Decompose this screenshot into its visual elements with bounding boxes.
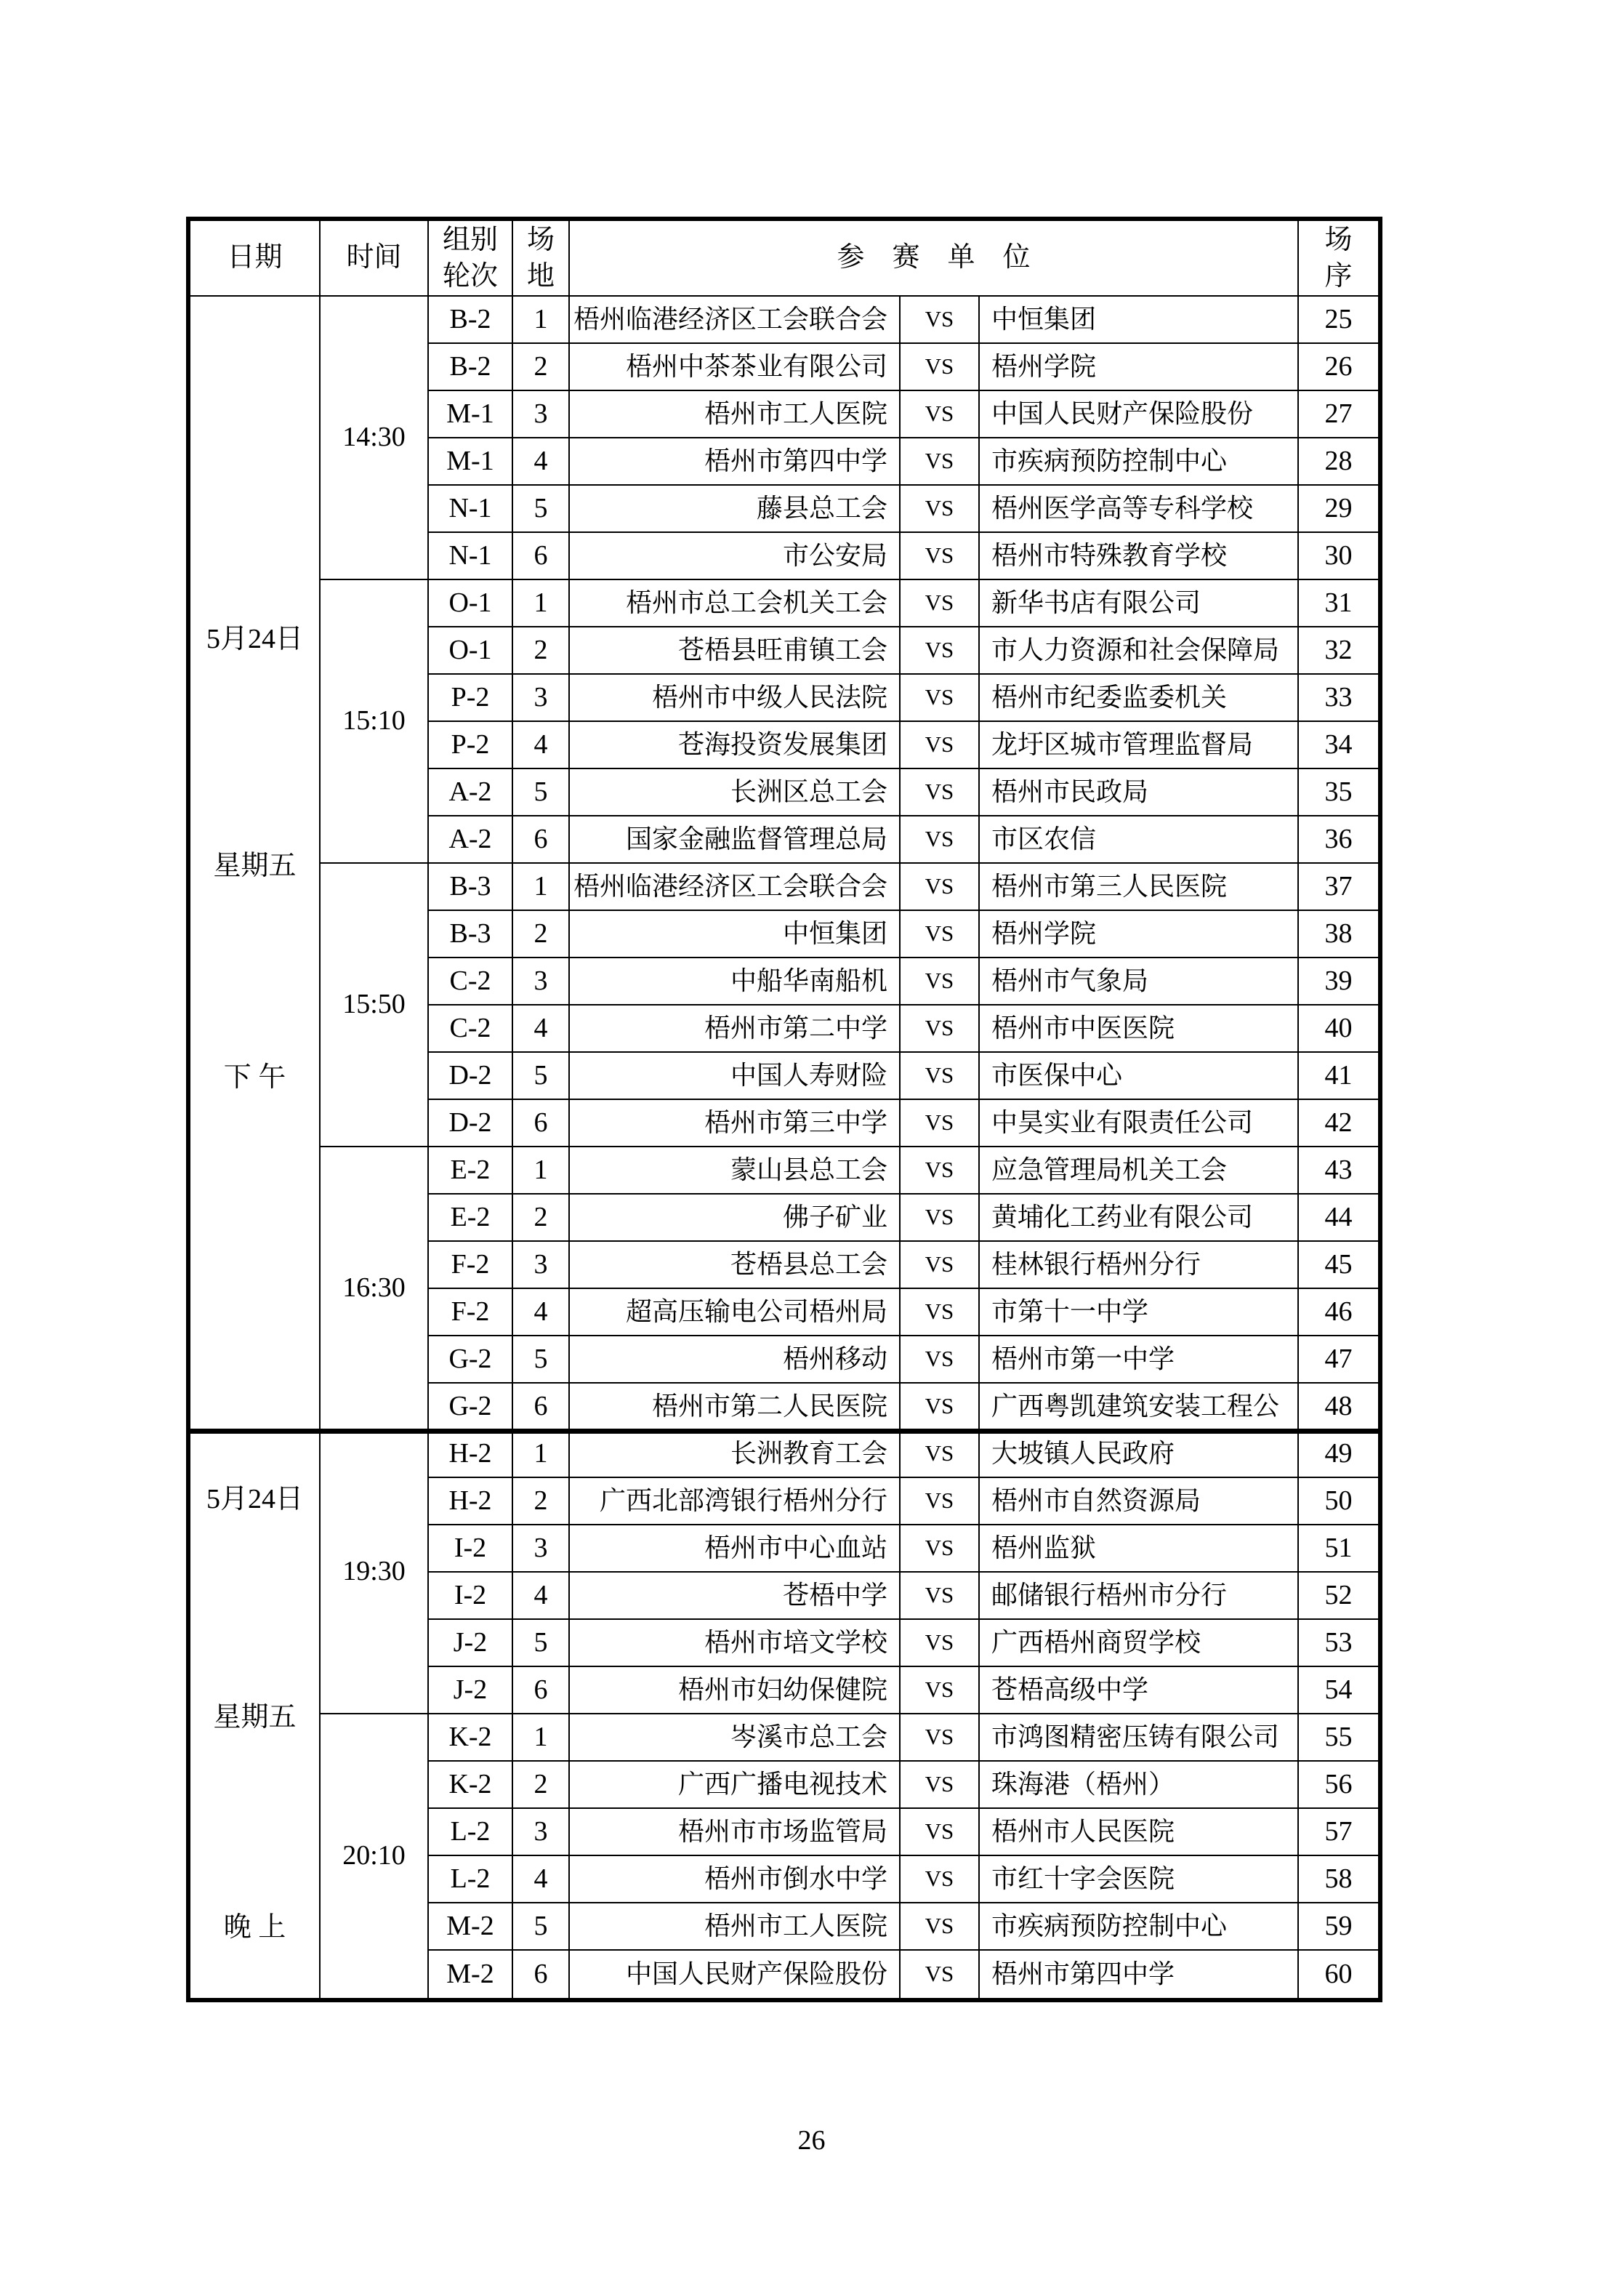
order-cell: 50: [1299, 1478, 1378, 1525]
time-cell: 14:30: [321, 297, 429, 580]
venue-cell: 1: [513, 864, 570, 911]
team2-cell: 梧州市人民医院: [980, 1809, 1299, 1856]
team1-cell: 梧州市总工会机关工会: [570, 580, 901, 627]
group-cell: G-2: [429, 1384, 513, 1431]
venue-cell: 1: [513, 1147, 570, 1195]
team2-cell: 市人力资源和社会保障局: [980, 627, 1299, 675]
header-venue-line1: 场: [526, 225, 555, 255]
team2-cell: 梧州市第三人民医院: [980, 864, 1299, 911]
venue-cell: 3: [513, 1242, 570, 1289]
period-line: 晚 上: [223, 1912, 286, 1943]
vs-label: VS: [901, 1525, 980, 1573]
order-cell: 42: [1299, 1100, 1378, 1147]
order-cell: 28: [1299, 438, 1378, 486]
team2-cell: 市区农信: [980, 816, 1299, 864]
order-cell: 25: [1299, 297, 1378, 344]
order-cell: 37: [1299, 864, 1378, 911]
order-cell: 40: [1299, 1005, 1378, 1053]
group-cell: B-2: [429, 344, 513, 391]
team1-cell: 中恒集团: [570, 911, 901, 958]
venue-cell: 3: [513, 1525, 570, 1573]
team1-cell: 梧州市第四中学: [570, 438, 901, 486]
order-cell: 41: [1299, 1053, 1378, 1100]
order-cell: 43: [1299, 1147, 1378, 1195]
group-cell: M-1: [429, 391, 513, 438]
team2-cell: 梧州市民政局: [980, 769, 1299, 816]
group-cell: J-2: [429, 1667, 513, 1714]
vs-label: VS: [901, 958, 980, 1005]
time-cell: 20:10: [321, 1714, 429, 1998]
team1-cell: 梧州市市场监管局: [570, 1809, 901, 1856]
venue-cell: 3: [513, 391, 570, 438]
order-cell: 38: [1299, 911, 1378, 958]
group-cell: M-2: [429, 1951, 513, 1998]
team2-cell: 苍梧高级中学: [980, 1667, 1299, 1714]
team2-cell: 黄埔化工药业有限公司: [980, 1195, 1299, 1242]
team1-cell: 藤县总工会: [570, 486, 901, 533]
header-order-line2: 序: [1324, 261, 1353, 292]
group-cell: K-2: [429, 1762, 513, 1809]
team1-cell: 中国人寿财险: [570, 1053, 901, 1100]
group-cell: M-2: [429, 1903, 513, 1951]
vs-label: VS: [901, 1620, 980, 1667]
team2-cell: 邮储银行梧州市分行: [980, 1573, 1299, 1620]
venue-cell: 1: [513, 1431, 570, 1478]
group-cell: F-2: [429, 1289, 513, 1336]
team2-cell: 广西粤凯建筑安装工程公: [980, 1384, 1299, 1431]
header-venue: [513, 221, 570, 297]
team2-cell: 中国人民财产保险股份: [980, 391, 1299, 438]
vs-label: VS: [901, 438, 980, 486]
order-cell: 32: [1299, 627, 1378, 675]
venue-cell: 5: [513, 769, 570, 816]
group-cell: E-2: [429, 1147, 513, 1195]
group-cell: B-3: [429, 864, 513, 911]
vs-label: VS: [901, 1431, 980, 1478]
group-cell: A-2: [429, 816, 513, 864]
order-cell: 56: [1299, 1762, 1378, 1809]
venue-cell: 5: [513, 1053, 570, 1100]
order-cell: 57: [1299, 1809, 1378, 1856]
team1-cell: 佛子矿业: [570, 1195, 901, 1242]
team1-cell: 梧州市中心血站: [570, 1525, 901, 1573]
venue-cell: 2: [513, 627, 570, 675]
order-cell: 35: [1299, 769, 1378, 816]
vs-label: VS: [901, 864, 980, 911]
group-cell: O-1: [429, 580, 513, 627]
vs-label: VS: [901, 1100, 980, 1147]
vs-label: VS: [901, 816, 980, 864]
order-cell: 46: [1299, 1289, 1378, 1336]
group-cell: C-2: [429, 1005, 513, 1053]
team2-cell: 梧州医学高等专科学校: [980, 486, 1299, 533]
header-group-line2: 轮次: [442, 261, 498, 292]
team1-cell: 国家金融监督管理总局: [570, 816, 901, 864]
vs-label: VS: [901, 1384, 980, 1431]
venue-cell: 4: [513, 1005, 570, 1053]
header-group-round: [429, 221, 513, 297]
venue-cell: 3: [513, 1809, 570, 1856]
team1-cell: 梧州市培文学校: [570, 1620, 901, 1667]
header-order: [1299, 221, 1378, 297]
group-cell: A-2: [429, 769, 513, 816]
venue-cell: 2: [513, 1195, 570, 1242]
team2-cell: 桂林银行梧州分行: [980, 1242, 1299, 1289]
group-cell: J-2: [429, 1620, 513, 1667]
team2-cell: 中昊实业有限责任公司: [980, 1100, 1299, 1147]
team1-cell: 苍梧中学: [570, 1573, 901, 1620]
order-cell: 48: [1299, 1384, 1378, 1431]
venue-cell: 6: [513, 1951, 570, 1998]
order-cell: 36: [1299, 816, 1378, 864]
order-cell: 45: [1299, 1242, 1378, 1289]
group-cell: M-1: [429, 438, 513, 486]
vs-label: VS: [901, 1336, 980, 1384]
vs-label: VS: [901, 1242, 980, 1289]
schedule-table: [186, 217, 1382, 2002]
order-cell: 31: [1299, 580, 1378, 627]
group-cell: K-2: [429, 1714, 513, 1762]
order-cell: 52: [1299, 1573, 1378, 1620]
team1-cell: 苍海投资发展集团: [570, 722, 901, 769]
team2-cell: 广西梧州商贸学校: [980, 1620, 1299, 1667]
order-cell: 39: [1299, 958, 1378, 1005]
header-time: 时间: [321, 221, 429, 297]
team1-cell: 长洲教育工会: [570, 1431, 901, 1478]
section-divider: [190, 1429, 1378, 1434]
vs-label: VS: [901, 1714, 980, 1762]
venue-cell: 1: [513, 1714, 570, 1762]
team1-cell: 市公安局: [570, 533, 901, 580]
team2-cell: 市鸿图精密压铸有限公司: [980, 1714, 1299, 1762]
team1-cell: 梧州市第三中学: [570, 1100, 901, 1147]
order-cell: 44: [1299, 1195, 1378, 1242]
team2-cell: 梧州市气象局: [980, 958, 1299, 1005]
team1-cell: 岑溪市总工会: [570, 1714, 901, 1762]
order-cell: 59: [1299, 1903, 1378, 1951]
order-cell: 54: [1299, 1667, 1378, 1714]
group-cell: B-2: [429, 297, 513, 344]
group-cell: P-2: [429, 675, 513, 722]
team1-cell: 梧州临港经济区工会联合会: [570, 864, 901, 911]
vs-label: VS: [901, 1005, 980, 1053]
venue-cell: 6: [513, 1384, 570, 1431]
vs-label: VS: [901, 769, 980, 816]
period-line: 下 午: [223, 1062, 286, 1093]
vs-label: VS: [901, 1053, 980, 1100]
team2-cell: 梧州学院: [980, 911, 1299, 958]
header-venue-line2: 地: [526, 261, 555, 292]
vs-label: VS: [901, 675, 980, 722]
team2-cell: 梧州市第一中学: [980, 1336, 1299, 1384]
order-cell: 49: [1299, 1431, 1378, 1478]
order-cell: 51: [1299, 1525, 1378, 1573]
team1-cell: 梧州临港经济区工会联合会: [570, 297, 901, 344]
group-cell: B-3: [429, 911, 513, 958]
time-cell: 15:50: [321, 864, 429, 1147]
group-cell: N-1: [429, 486, 513, 533]
order-cell: 29: [1299, 486, 1378, 533]
team2-cell: 梧州市第四中学: [980, 1951, 1299, 1998]
team1-cell: 苍梧县总工会: [570, 1242, 901, 1289]
venue-cell: 5: [513, 1620, 570, 1667]
date-line: 5月24日: [206, 1484, 303, 1515]
group-cell: C-2: [429, 958, 513, 1005]
order-cell: 53: [1299, 1620, 1378, 1667]
weekday-line: 星期五: [213, 1701, 297, 1733]
team2-cell: 梧州市中医医院: [980, 1005, 1299, 1053]
vs-label: VS: [901, 1478, 980, 1525]
venue-cell: 2: [513, 1478, 570, 1525]
team1-cell: 梧州市工人医院: [570, 391, 901, 438]
venue-cell: 2: [513, 911, 570, 958]
group-cell: E-2: [429, 1195, 513, 1242]
team1-cell: 广西北部湾银行梧州分行: [570, 1478, 901, 1525]
venue-cell: 6: [513, 816, 570, 864]
vs-label: VS: [901, 486, 980, 533]
vs-label: VS: [901, 1762, 980, 1809]
group-cell: N-1: [429, 533, 513, 580]
vs-label: VS: [901, 722, 980, 769]
venue-cell: 4: [513, 722, 570, 769]
order-cell: 47: [1299, 1336, 1378, 1384]
team2-cell: 市红十字会医院: [980, 1856, 1299, 1903]
vs-label: VS: [901, 1951, 980, 1998]
group-cell: O-1: [429, 627, 513, 675]
team1-cell: 梧州市中级人民法院: [570, 675, 901, 722]
vs-label: VS: [901, 1903, 980, 1951]
header-group-line1: 组别: [442, 225, 498, 255]
team2-cell: 应急管理局机关工会: [980, 1147, 1299, 1195]
header-teams: 参赛单位: [570, 221, 1299, 297]
venue-cell: 3: [513, 675, 570, 722]
vs-label: VS: [901, 1809, 980, 1856]
group-cell: H-2: [429, 1478, 513, 1525]
venue-cell: 3: [513, 958, 570, 1005]
team1-cell: 苍梧县旺甫镇工会: [570, 627, 901, 675]
date-cell: [190, 1431, 321, 1998]
team1-cell: 梧州移动: [570, 1336, 901, 1384]
order-cell: 34: [1299, 722, 1378, 769]
team2-cell: 梧州市纪委监委机关: [980, 675, 1299, 722]
team2-cell: 市疾病预防控制中心: [980, 1903, 1299, 1951]
team1-cell: 中国人民财产保险股份: [570, 1951, 901, 1998]
order-cell: 60: [1324, 1958, 1353, 1989]
team1-cell: 梧州市妇幼保健院: [570, 1667, 901, 1714]
team2-cell: 梧州市自然资源局: [980, 1478, 1299, 1525]
team2-cell: 市疾病预防控制中心: [980, 438, 1299, 486]
venue-cell: 4: [513, 1856, 570, 1903]
venue-cell: 6: [513, 1100, 570, 1147]
venue-cell: 5: [513, 1903, 570, 1951]
order-cell: 30: [1299, 533, 1378, 580]
vs-label: VS: [901, 1667, 980, 1714]
vs-label: VS: [901, 1195, 980, 1242]
group-cell: D-2: [429, 1100, 513, 1147]
vs-label: VS: [901, 1573, 980, 1620]
team2-cell: 中恒集团: [980, 297, 1299, 344]
group-cell: D-2: [429, 1053, 513, 1100]
order-cell: 33: [1299, 675, 1378, 722]
venue-cell: 2: [513, 344, 570, 391]
vs-label: VS: [901, 1147, 980, 1195]
team2-cell: 大坡镇人民政府: [980, 1431, 1299, 1478]
venue-cell: 4: [513, 438, 570, 486]
venue-cell: 1: [513, 580, 570, 627]
group-cell: F-2: [429, 1242, 513, 1289]
order-cell: 27: [1299, 391, 1378, 438]
group-cell: P-2: [429, 722, 513, 769]
vs-label: VS: [901, 1289, 980, 1336]
team2-cell: 梧州市特殊教育学校: [980, 533, 1299, 580]
team1-cell: 梧州中茶茶业有限公司: [570, 344, 901, 391]
group-cell: L-2: [429, 1809, 513, 1856]
team2-cell: 梧州学院: [980, 344, 1299, 391]
venue-cell: 4: [513, 1289, 570, 1336]
vs-label: VS: [901, 580, 980, 627]
venue-cell: 5: [513, 1336, 570, 1384]
venue-cell: 6: [513, 1667, 570, 1714]
header-order-line1: 场: [1324, 225, 1353, 255]
team1-cell: 长洲区总工会: [570, 769, 901, 816]
venue-cell: 5: [513, 486, 570, 533]
team1-cell: 超高压输电公司梧州局: [570, 1289, 901, 1336]
time-cell: 19:30: [321, 1431, 429, 1714]
group-cell: H-2: [429, 1431, 513, 1478]
vs-label: VS: [901, 533, 980, 580]
team1-cell: 梧州市第二中学: [570, 1005, 901, 1053]
vs-label: VS: [901, 1856, 980, 1903]
vs-label: VS: [901, 627, 980, 675]
date-cell: [190, 297, 321, 1431]
time-cell: 16:30: [321, 1147, 429, 1431]
order-cell: 55: [1299, 1714, 1378, 1762]
team1-cell: 中船华南船机: [570, 958, 901, 1005]
group-cell: G-2: [429, 1336, 513, 1384]
vs-label: VS: [901, 344, 980, 391]
vs-label: VS: [901, 391, 980, 438]
group-cell: L-2: [429, 1856, 513, 1903]
weekday-line: 星期五: [213, 850, 297, 881]
team1-cell: 梧州市第二人民医院: [570, 1384, 901, 1431]
team1-cell: 梧州市工人医院: [570, 1903, 901, 1951]
team2-cell: 新华书店有限公司: [980, 580, 1299, 627]
time-cell: 15:10: [321, 580, 429, 864]
vs-label: VS: [901, 911, 980, 958]
team2-cell: 市第十一中学: [980, 1289, 1299, 1336]
order-cell: 26: [1299, 344, 1378, 391]
page-number: 26: [797, 2125, 826, 2156]
vs-label: VS: [901, 297, 980, 344]
team2-cell: 龙圩区城市管理监督局: [980, 722, 1299, 769]
venue-cell: 1: [513, 297, 570, 344]
venue-cell: 4: [513, 1573, 570, 1620]
team2-cell: 梧州监狱: [980, 1525, 1299, 1573]
header-date: 日期: [190, 221, 321, 297]
team1-cell: 广西广播电视技术: [570, 1762, 901, 1809]
team1-cell: 蒙山县总工会: [570, 1147, 901, 1195]
venue-cell: 6: [513, 533, 570, 580]
order-cell: 58: [1299, 1856, 1378, 1903]
group-cell: I-2: [429, 1525, 513, 1573]
venue-cell: 2: [513, 1762, 570, 1809]
team2-cell: 珠海港（梧州）: [980, 1762, 1299, 1809]
team2-cell: 市医保中心: [980, 1053, 1299, 1100]
date-line: 5月24日: [206, 624, 303, 655]
group-cell: I-2: [429, 1573, 513, 1620]
team1-cell: 梧州市倒水中学: [570, 1856, 901, 1903]
